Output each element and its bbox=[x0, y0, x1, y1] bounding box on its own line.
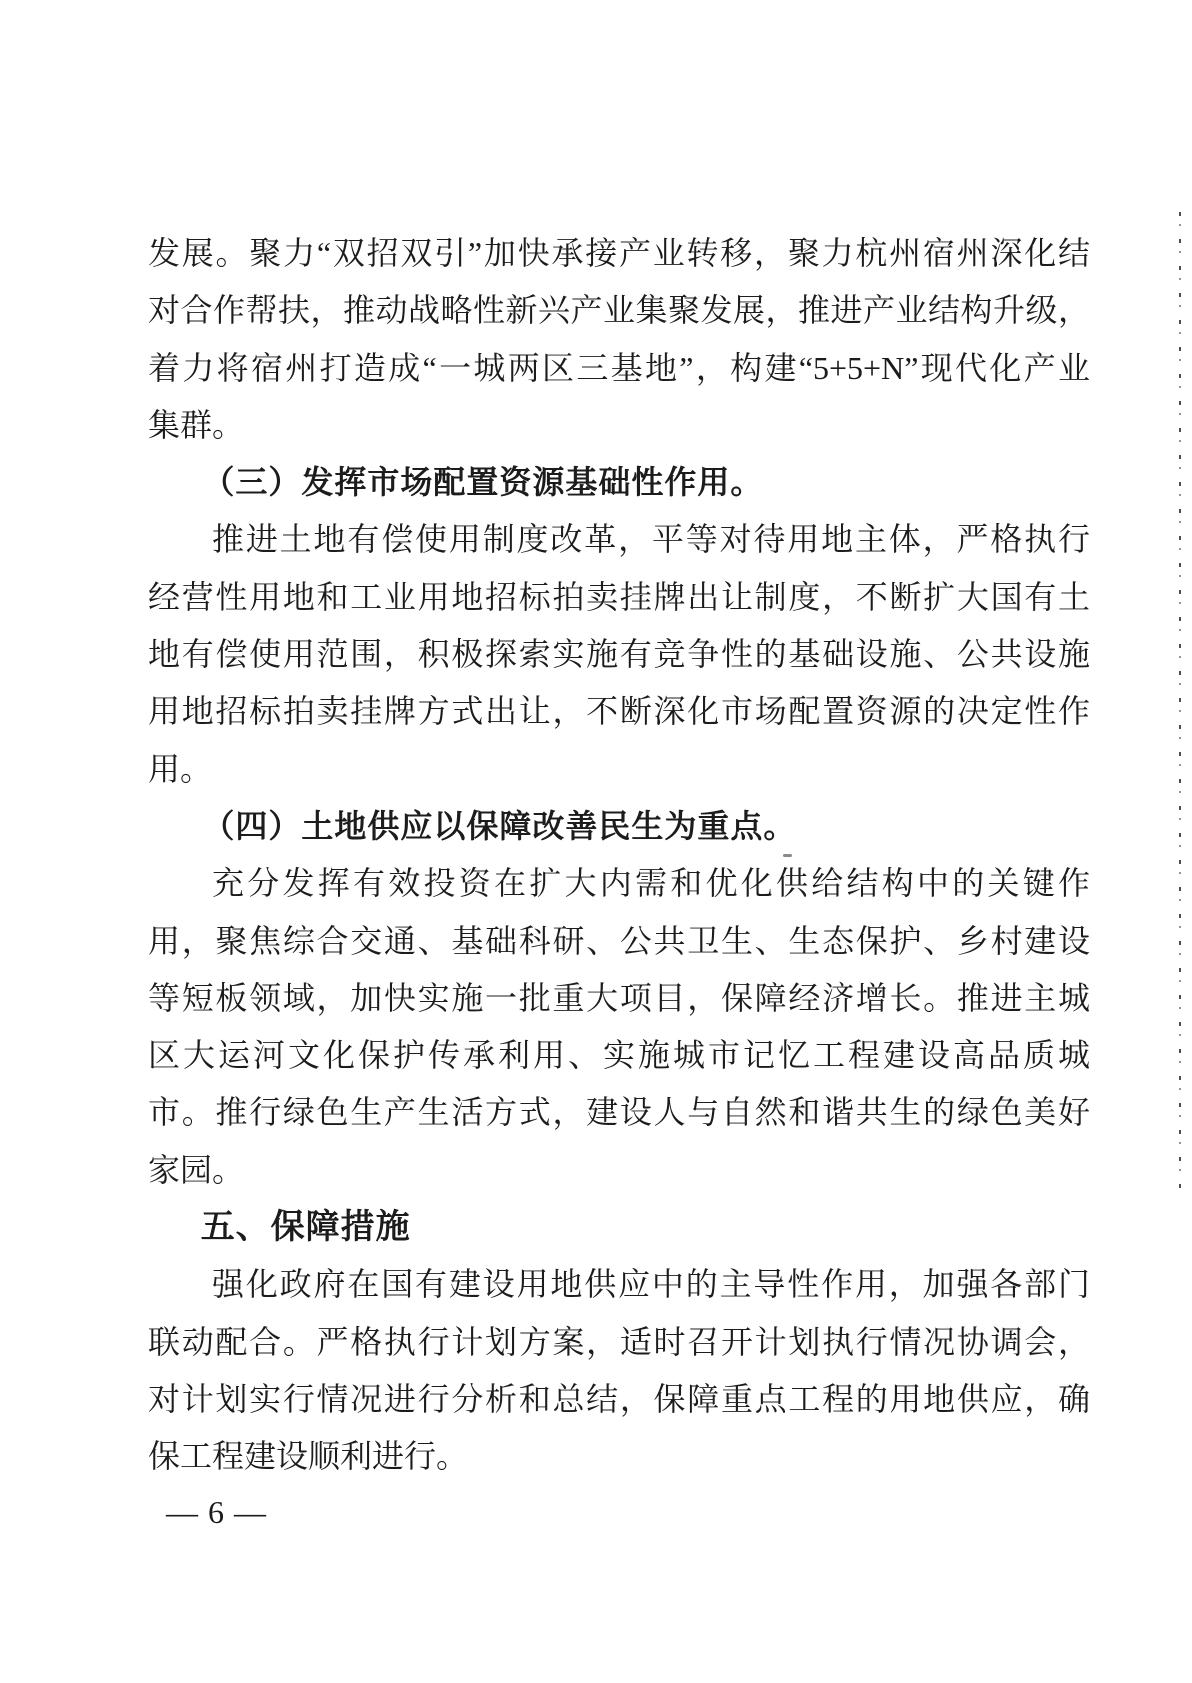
text-line: 区大运河文化保护传承利用、实施城市记忆工程建设高品质城 bbox=[148, 1037, 1090, 1074]
scan-edge-noise bbox=[1179, 212, 1181, 1192]
text-line: 地有偿使用范围，积极探索实施有竞争性的基础设施、公共设施 bbox=[148, 636, 1090, 673]
text-line: 经营性用地和工业用地招标拍卖挂牌出让制度，不断扩大国有土 bbox=[148, 578, 1090, 615]
text-line: 等短板领域，加快实施一批重大项目，保障经济增长。推进主城 bbox=[148, 979, 1090, 1016]
text-line: 集群。 bbox=[148, 406, 245, 443]
text-line: 推进土地有偿使用制度改革，平等对待用地主体，严格执行 bbox=[212, 521, 1090, 558]
text-line: 用地招标拍卖挂牌方式出让，不断深化市场配置资源的决定性作 bbox=[148, 693, 1090, 730]
text-line: 保工程建设顺利进行。 bbox=[148, 1438, 469, 1475]
text-line: 用，聚焦综合交通、基础科研、公共卫生、生态保护、乡村建设 bbox=[148, 922, 1090, 959]
text-line: 联动配合。严格执行计划方案，适时召开计划执行情况协调会， bbox=[148, 1323, 1090, 1360]
text-line: 用。 bbox=[148, 750, 213, 787]
text-line: 家园。 bbox=[148, 1151, 245, 1188]
text-line: 发展。聚力“双招双引”加快承接产业转移，聚力杭州宿州深化结 bbox=[148, 235, 1090, 271]
page-number: — 6 — bbox=[166, 1494, 267, 1530]
text-line: 充分发挥有效投资在扩大内需和优化供给结构中的关键作 bbox=[212, 865, 1090, 902]
text-line: 对计划实行情况进行分析和总结，保障重点工程的用地供应，确 bbox=[148, 1380, 1090, 1417]
text-line: 着力将宿州打造成“一城两区三基地”，构建“5+5+N”现代化产业 bbox=[148, 349, 1090, 386]
text-line: 市。推行绿色生产生活方式，建设人与自然和谐共生的绿色美好 bbox=[148, 1094, 1090, 1131]
section-heading: 五、保障措施 bbox=[200, 1208, 411, 1247]
document-text bbox=[148, 225, 1090, 1486]
text-line: 强化政府在国有建设用地供应中的主导性作用，加强各部门 bbox=[212, 1266, 1090, 1303]
subsection-heading: （三）发挥市场配置资源基础性作用。 bbox=[202, 464, 764, 501]
text-line: 对合作帮扶，推动战略性新兴产业集聚发展，推进产业结构升级， bbox=[148, 292, 1090, 329]
subsection-heading: （四）土地供应以保障改善民生为重点。 bbox=[202, 807, 797, 844]
